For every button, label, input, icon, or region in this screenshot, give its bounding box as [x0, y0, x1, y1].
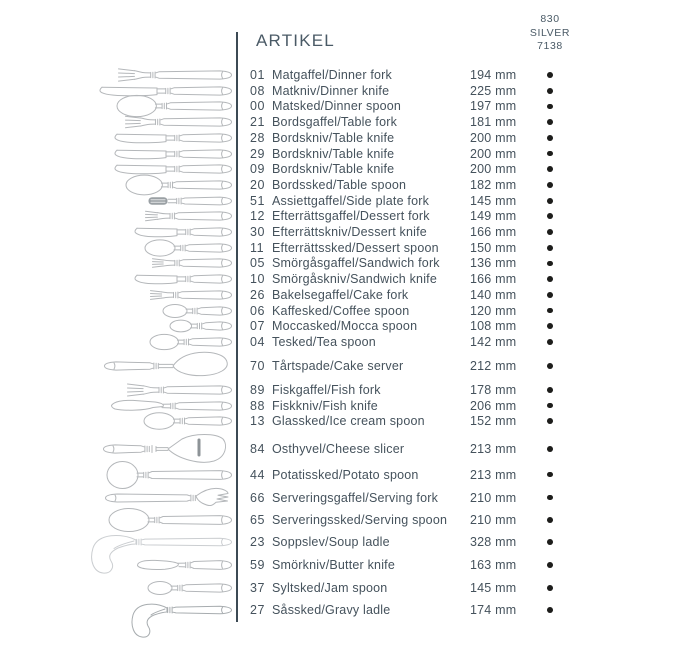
article-row: [0, 413, 682, 429]
availability-dot-icon: [547, 182, 553, 188]
article-length: 213 mm: [470, 467, 517, 482]
product-column-header: [518, 13, 582, 54]
availability-dot-icon: [547, 607, 553, 613]
availability-dot-icon: [547, 292, 553, 298]
article-length: 210 mm: [470, 490, 517, 505]
article-row: [0, 224, 682, 240]
article-number: 88: [250, 398, 266, 413]
article-row: [0, 146, 682, 162]
article-length: 212 mm: [470, 359, 517, 373]
article-name: Serveringssked/Serving spoon: [272, 513, 448, 527]
article-row: [0, 602, 682, 618]
article-number: 29: [250, 146, 266, 161]
article-length: 213 mm: [470, 442, 517, 456]
article-name: Tesked/Tea spoon: [272, 334, 376, 349]
availability-dot-icon: [547, 472, 553, 478]
article-number: 04: [250, 334, 266, 349]
availability-dot-icon: [547, 229, 553, 235]
article-number: 20: [250, 177, 266, 192]
article-name: Tårtspade/Cake server: [272, 359, 404, 373]
article-length: 200 mm: [470, 130, 517, 145]
article-number: 66: [250, 490, 266, 505]
article-name: Bakelsegaffel/Cake fork: [272, 287, 409, 302]
article-name: Potatissked/Potato spoon: [272, 467, 419, 482]
article-name: Smörgåskniv/Sandwich knife: [272, 272, 437, 287]
article-row: [0, 67, 682, 83]
article-row: [0, 271, 682, 287]
article-number: 13: [250, 414, 266, 428]
article-name: Smörkniv/Butter knife: [272, 558, 395, 572]
article-number: 07: [250, 319, 266, 334]
article-name: Efterrättskniv/Dessert knife: [272, 225, 427, 239]
availability-dot-icon: [547, 323, 553, 329]
availability-dot-icon: [547, 363, 553, 369]
article-name: Kaffesked/Coffee spoon: [272, 303, 410, 318]
article-number: 01: [250, 68, 266, 82]
availability-dot-icon: [547, 166, 553, 172]
article-row: [0, 441, 682, 457]
availability-dot-icon: [547, 276, 553, 282]
artikel-column-header: ARTIKEL: [256, 31, 335, 50]
product-name-silver: SILVER: [529, 26, 571, 39]
article-name: Soppslev/Soup ladle: [272, 535, 390, 549]
article-length: 181 mm: [470, 115, 517, 130]
article-name: Bordskniv/Table knife: [272, 162, 395, 177]
article-number: 70: [250, 359, 266, 373]
article-row: [0, 467, 682, 483]
article-name: Såssked/Gravy ladle: [272, 603, 391, 617]
article-number: 44: [250, 467, 266, 482]
article-length: 166 mm: [470, 225, 517, 239]
article-length: 145 mm: [470, 193, 517, 208]
article-length: 206 mm: [470, 398, 517, 413]
article-length: 152 mm: [470, 414, 517, 428]
availability-dot-icon: [547, 517, 553, 523]
availability-dot-icon: [547, 104, 553, 110]
article-row: [0, 161, 682, 177]
article-row: [0, 98, 682, 114]
article-row: [0, 580, 682, 596]
article-name: Syltsked/Jam spoon: [272, 581, 388, 595]
article-row: [0, 240, 682, 256]
availability-dot-icon: [547, 339, 553, 345]
article-row: [0, 83, 682, 99]
article-row: [0, 358, 682, 374]
article-number: 08: [250, 83, 266, 98]
article-number: 37: [250, 581, 266, 595]
availability-dot-icon: [547, 562, 553, 568]
article-number: 59: [250, 558, 266, 572]
availability-dot-icon: [547, 539, 553, 545]
article-number: 84: [250, 442, 266, 456]
article-number: 65: [250, 513, 266, 527]
article-length: 145 mm: [470, 581, 517, 595]
article-length: 197 mm: [470, 99, 517, 114]
availability-dot-icon: [547, 151, 553, 157]
article-name: Moccasked/Mocca spoon: [272, 319, 418, 334]
article-row: [0, 303, 682, 319]
availability-dot-icon: [547, 585, 553, 591]
article-name: Fiskkniv/Fish knife: [272, 398, 378, 413]
article-name: Serveringsgaffel/Serving fork: [272, 490, 439, 505]
article-name: Bordskniv/Table knife: [272, 130, 395, 145]
article-row: [0, 114, 682, 130]
availability-dot-icon: [547, 135, 553, 141]
article-length: 120 mm: [470, 303, 517, 318]
article-number: 23: [250, 535, 266, 549]
availability-dot-icon: [547, 495, 553, 501]
article-row: [0, 557, 682, 573]
article-name: Matgaffel/Dinner fork: [272, 68, 392, 82]
article-row: [0, 512, 682, 528]
availability-dot-icon: [547, 387, 553, 393]
availability-dot-icon: [547, 119, 553, 125]
product-code-7138: 7138: [537, 40, 563, 52]
article-name: Smörgåsgaffel/Sandwich fork: [272, 256, 440, 271]
article-number: 21: [250, 115, 266, 130]
article-number: 09: [250, 162, 266, 177]
article-length: 178 mm: [470, 383, 517, 397]
article-name: Assiettgaffel/Side plate fork: [272, 193, 430, 208]
article-row: [0, 318, 682, 334]
article-name: Bordssked/Table spoon: [272, 177, 407, 192]
article-number: 06: [250, 303, 266, 318]
availability-dot-icon: [547, 88, 553, 94]
article-name: Glassked/Ice cream spoon: [272, 414, 425, 428]
article-length: 163 mm: [470, 558, 517, 572]
article-length: 200 mm: [470, 146, 517, 161]
availability-dot-icon: [547, 245, 553, 251]
article-number: 27: [250, 603, 266, 617]
article-number: 51: [250, 193, 266, 208]
article-row: [0, 534, 682, 550]
article-length: 166 mm: [470, 272, 517, 287]
article-name: Bordskniv/Table knife: [272, 146, 395, 161]
article-length: 136 mm: [470, 256, 517, 271]
article-number: 10: [250, 272, 266, 287]
availability-dot-icon: [547, 72, 553, 78]
article-length: 194 mm: [470, 68, 517, 82]
article-row: [0, 130, 682, 146]
availability-dot-icon: [547, 308, 553, 314]
article-number: 11: [250, 240, 265, 255]
article-number: 28: [250, 130, 266, 145]
article-length: 142 mm: [470, 334, 517, 349]
availability-dot-icon: [547, 403, 553, 409]
availability-dot-icon: [547, 213, 553, 219]
article-row: [0, 490, 682, 506]
article-length: 174 mm: [470, 603, 517, 617]
article-number: 12: [250, 209, 266, 224]
article-number: 00: [250, 99, 266, 114]
availability-dot-icon: [547, 418, 553, 424]
article-name: Bordsgaffel/Table fork: [272, 115, 398, 130]
article-length: 328 mm: [470, 535, 517, 549]
article-row: [0, 255, 682, 271]
article-name: Matkniv/Dinner knife: [272, 83, 390, 98]
article-row: [0, 398, 682, 414]
availability-dot-icon: [547, 261, 553, 267]
availability-dot-icon: [547, 198, 553, 204]
article-length: 140 mm: [470, 287, 517, 302]
article-length: 225 mm: [470, 83, 517, 98]
article-length: 149 mm: [470, 209, 517, 224]
article-number: 89: [250, 383, 266, 397]
product-code-830: 830: [540, 13, 560, 25]
article-length: 108 mm: [470, 319, 517, 334]
availability-dot-icon: [547, 446, 553, 452]
article-length: 210 mm: [470, 513, 517, 527]
article-name: Matsked/Dinner spoon: [272, 99, 402, 114]
article-row: [0, 177, 682, 193]
article-row: [0, 382, 682, 398]
article-name: Efterrättssked/Dessert spoon: [272, 240, 439, 255]
article-name: Efterrättsgaffel/Dessert fork: [272, 209, 430, 224]
article-row: [0, 334, 682, 350]
article-number: 26: [250, 287, 266, 302]
article-length: 182 mm: [470, 177, 517, 192]
article-name: Fiskgaffel/Fish fork: [272, 383, 381, 397]
article-number: 05: [250, 256, 266, 271]
article-row: [0, 193, 682, 209]
article-length: 200 mm: [470, 162, 517, 177]
article-row: [0, 287, 682, 303]
article-name: Osthyvel/Cheese slicer: [272, 442, 405, 456]
article-number: 30: [250, 225, 266, 239]
article-row: [0, 208, 682, 224]
article-length: 150 mm: [470, 240, 517, 255]
